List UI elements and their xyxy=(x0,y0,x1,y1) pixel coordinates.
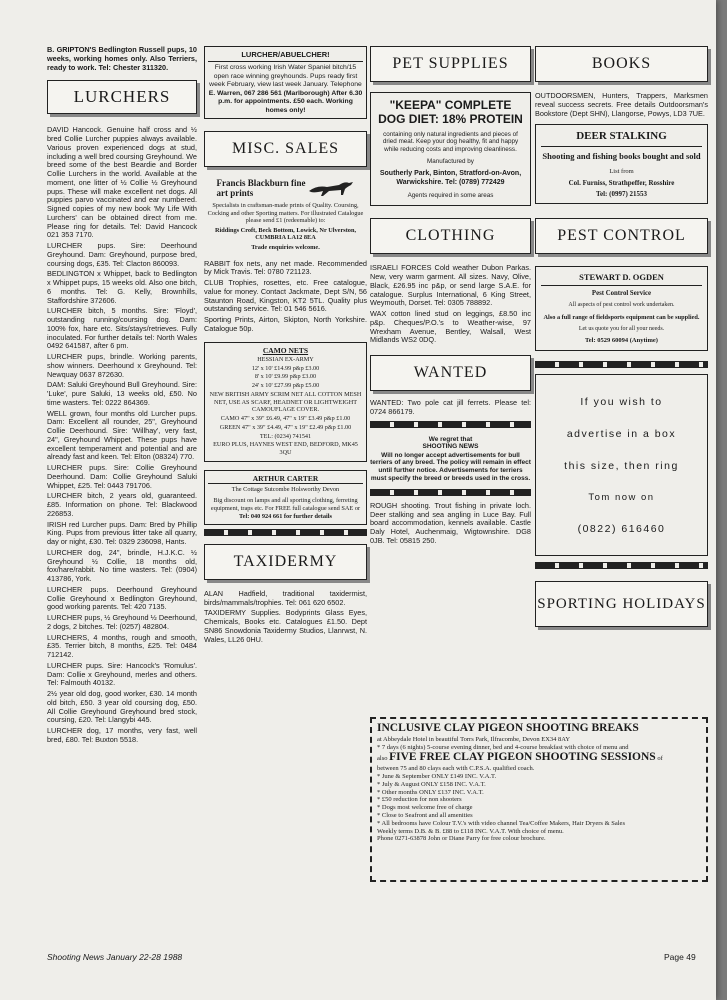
ad-sub: Pest Control Service xyxy=(591,289,652,297)
section-heading-sporting-holidays: SPORTING HOLIDAYS xyxy=(535,581,708,627)
books-ad: OUTDOORSMEN, Hunters, Trappers, Marksmen reveal success secrets. Free details Outdoorsman's Bookstore (Dept SHN), Llangorse, Powys, LD3 7UE. xyxy=(535,91,708,118)
ad-company: Southerly Park, Binton, Stratford-on-Avon, Warwickshire. Tel: (0789) 772429 xyxy=(379,170,522,186)
classified-ad: WAX cotton lined stud on leggings, £8.50 inc p&p. Cheques/P.O.'s to Weather-wise, 97 Wrexham Avenue, Bentley, Walsall, West Midlands WS2 0DQ. xyxy=(370,309,531,345)
classified-ad: LURCHER bitch, 2 years old, guaranteed. £85. Information on phone. Tel: Blackwood 226853. xyxy=(47,491,197,518)
classified-ad: LURCHER pups. Sire: Deerhound Greyhound. Dam: Greyhound, purpose bred, coursing dogs, £35. Tel: Clacton 860093. xyxy=(47,241,197,268)
ad-body: First cross working Irish Water Spaniel bitch/15 open race winning greyhounds. Pups ready first week February, view last week January. Telephone xyxy=(209,64,362,89)
clay-item: between 75 and 80 clays each with C.P.S.A. qualified coach. xyxy=(377,765,535,773)
ad-line2: Also a full range of fieldsports equipment can be supplied. xyxy=(543,313,700,321)
camo-line: TEL: (0234) 741541 xyxy=(259,432,312,440)
camo-line: EURO PLUS, HAYNES WEST END, BEDFORD, MK45 3QU xyxy=(213,441,358,457)
lurcher-ads-list xyxy=(47,126,197,744)
ad-title: INCLUSIVE CLAY PIGEON SHOOTING BREAKS xyxy=(377,722,639,734)
ad-line: at Abbeydale Hotel in beautiful Torrs Park, Ilfracombe, Devon EX34 8AY xyxy=(377,735,571,743)
ad-name: Col. Furniss, Strathpeffer, Rosshire xyxy=(568,178,675,187)
divider-strip xyxy=(535,562,708,569)
advert-line: (0822) 616460 xyxy=(577,523,666,536)
clay-item: Weekly terms D.B. & B. £88 to £118 INC. V.A.T. With choice of menu. xyxy=(377,827,564,835)
ad-sub: Shooting and fishing books bought and sold xyxy=(542,151,701,161)
section-heading-taxidermy: TAXIDERMY xyxy=(204,544,367,580)
ad-body: containing only natural ingredients and pieces of dried meat. Keep your dog healthy, fit and happy while reducing costs and improving cleanliness. xyxy=(382,130,519,154)
section-heading-books: BOOKS xyxy=(535,46,708,82)
ad-title: ARTHUR CARTER xyxy=(208,474,363,484)
camo-line: 8' x 10' £9.99 p&p £3.00 xyxy=(254,373,317,381)
classified-ad: WELL grown, four months old Lurcher pups. Dam: Excellent all rounder, 25", Greyhound Collie Deerhound. Sire: 'Willhay', very fast, 24", Greyhound Whippet. These pups have excellent temperament and potential and are already fast and keen. Tel: Elton (08324) 770. xyxy=(47,408,197,462)
ad-address: Riddings Croft, Beck Bottom, Lowick, Nr Ulverston, CUMBRIA LA12 8EA xyxy=(214,226,357,242)
ad-tel: Tel: 040 924 661 for further details xyxy=(239,512,332,520)
clay-item: * £50 reduction for non shooters xyxy=(377,796,462,804)
section-heading-clothing: CLOTHING xyxy=(370,218,531,254)
ad-agents: Agents required in some areas xyxy=(407,191,494,199)
section-heading-misc-sales: MISC. SALES xyxy=(204,131,367,167)
classified-ad: LURCHER pups, brindle. Working parents, show winners. Deerhound x Greyhound. Tel: Newquay 0637 872630. xyxy=(47,352,197,379)
ad-list: List from xyxy=(609,167,634,175)
column-misc xyxy=(204,46,367,646)
column-books xyxy=(535,46,708,627)
blackburn-ad xyxy=(204,177,367,251)
ad-title-2: FIVE FREE CLAY PIGEON SHOOTING SESSIONS xyxy=(389,751,656,764)
ad-line: * 7 days (6 nights) 5-course evening dinner, bed and 4-course breakfast with choice of menu and xyxy=(377,743,629,751)
classified-ad: LURCHER dog, 24", brindle, H.J.K.C. ½ Greyhound ½ Collie, 18 months old, fox/hare/rabbit. No time wasters. Tel: (0904) 413786, York. xyxy=(47,547,197,583)
classified-ad: TAXIDERMY Supplies. Bodyprints Glass Eyes, Chemicals, Books etc. Catalogues £1.50. Dept SN86 Snowdonia Taxidermy Studios, Llanrwst, N. Wales, LL26 0HU. xyxy=(204,608,367,644)
camo-line: GREEN 47" x 39" £4.49, 47" x 19" £2.49 p&p £1.00 xyxy=(219,423,352,431)
classified-ad: LURCHER bitch, 5 months. Sire: 'Floyd', outstanding running/coursing dog. Dam: 100% fox, hare etc. Sits/stays/retrieves. Fully inoculated. For further details tel: North Wales 0492 641587, after 6 pm. xyxy=(47,306,197,351)
camo-nets-ad xyxy=(204,342,367,462)
footer-left: Shooting News January 22-28 1988 xyxy=(47,952,183,962)
ad-title: "KEEPA" COMPLETE DOG DIET: 18% PROTEIN xyxy=(378,98,523,126)
lurcher-abuelcher-ad xyxy=(204,46,367,119)
classified-ad: IRISH red Lurcher pups. Dam: Bred by Phillip King. Pups from previous litter take all quarry, day or night, £30. Tel: 0329 236098, Hants. xyxy=(47,519,197,546)
classified-ad: DAM: Saluki Greyhound Bull Greyhound. Sire: 'Luke', pure Saluki, 13 weeks old, £50. No time wasters. Tel: 0222 864369. xyxy=(47,380,197,407)
clay-item: * All bedrooms have Colour T.V.'s with video channel Tea/Coffee Makers, Hair Dryers & Sales xyxy=(377,819,625,827)
camo-line: 12' x 10' £14.99 p&p £3.00 xyxy=(251,364,320,372)
clay-item: * Close to Seafront and all amenities xyxy=(377,811,473,819)
classified-ad: LURCHER dog, 17 months, very fast, well bred, £80. Tel: Buxton 5518. xyxy=(47,726,197,744)
divider-strip xyxy=(535,361,708,368)
clay-pigeon-breaks-ad xyxy=(370,717,708,882)
section-heading-wanted: WANTED xyxy=(370,355,531,391)
classified-ad: B. GRIPTON'S Bedlington Russell pups, 10 weeks, working homes only. Also Terriers, ready to work. Tel: Chester 311320. xyxy=(47,45,197,72)
wanted-ad: WANTED: Two pole cat jill ferrets. Please tel: 0724 866179. xyxy=(370,398,531,416)
advert-line: advertise in a box xyxy=(566,427,677,440)
ad-tel: Tel: 0529 60094 (Anytime) xyxy=(585,337,658,345)
ad-line xyxy=(377,751,701,765)
ad-contact: E. Warren, 067 286 561 (Marlborough) After 6.30 p.m. for appointments. £50 each. Working homes only! xyxy=(208,89,363,114)
clay-items xyxy=(377,765,701,843)
advertise-here-box xyxy=(535,374,708,556)
clay-item: * Other months ONLY £137 INC. V.A.T. xyxy=(377,788,484,796)
classified-ad: RABBIT fox nets, any net made. Recommended by Mick Travis. Tel: 0780 721123. xyxy=(204,258,367,277)
camo-lines xyxy=(208,356,363,457)
clay-item: * Dogs most welcome free of charge xyxy=(377,804,473,812)
notice-body: Will no longer accept advertisements for bull terriers of any breed. The policy will remain in effect until further notice. Advertisements for terriers must specify the breed or breeds used in the cross. xyxy=(370,451,531,483)
ad-made: Manufactured by xyxy=(427,158,474,166)
classified-ad: LURCHER pups. Sire: Collie Greyhound Deerhound. Dam: Collie Greyhound Saluki Whippet, £25. Tel: 0443 791706. xyxy=(47,463,197,490)
classified-ad: ISRAELI FORCES Cold weather Dubon Parkas. New, very warm garment. All sizes. Navy, Olive, Black, £26.95 inc p&p, or send large S.A.E. for catalogue. Surplus International, 6 King Street, Weymouth, Dorset. Tel: 0305 788892. xyxy=(370,263,531,308)
ad-trade: Trade enquiries welcome. xyxy=(251,244,320,252)
section-heading-pest-control: PEST CONTROL xyxy=(535,218,708,254)
classified-ad: LURCHER pups, ½ Greyhound ½ Deerhound, 2 dogs, 2 bitches. Tel: (0257) 482804. xyxy=(47,613,197,631)
section-heading-pet-supplies: PET SUPPLIES xyxy=(370,46,531,82)
greyhound-icon xyxy=(307,177,355,199)
ad-line3: Let us quote you for all your needs. xyxy=(578,325,665,332)
arthur-carter-ad xyxy=(204,470,367,525)
ad-body: Big discount on lamps and all sporting clothing, ferreting equipment, traps etc. For FREE full catalogue send SAE or xyxy=(210,497,361,513)
ad-title: STEWART D. OGDEN xyxy=(541,272,702,286)
rough-shooting-ad: ROUGH shooting. Trout fishing in private loch. Deer stalking and sea angling in Luce Bay. Full board accommodation, kennels available. Castle Daly Hotel, Auchenmaig, Wigtownshire. DG8 0JB. Tel: 05815 250. xyxy=(370,500,531,545)
ad-title: LURCHER/ABUELCHER! xyxy=(208,50,363,62)
stewart-ogden-ad xyxy=(535,266,708,351)
classified-ad: LURCHERS, 4 months, rough and smooth, £35. Terrier bitch, 8 months, £25. Tel: 0484 712142. xyxy=(47,632,197,659)
clay-item: * July & August ONLY £158 INC. V.A.T. xyxy=(377,780,486,788)
advert-line: Tom now on xyxy=(588,491,655,503)
divider-strip xyxy=(370,489,531,496)
clay-item: Phone 0271-63878 John or Diane Parry for free colour brochure. xyxy=(377,835,546,843)
classified-ad: DAVID Hancock. Genuine half cross and ½ bred Collie Lurcher puppies always available. Various proven experienced dogs at stud, including a well bred coursing Greyhound. We breed some of the best Beardie and Border Collie Lurchers in the world. Available at the moment, one litter of ½ Collie ½ Greyhound pups. These will make excellent net dogs. All puppies parvo vaccinated and ear numbered. Signed copies of my new book 'My Life With Lurchers' can be obtained direct from me. Please ring for details. Tel: David Hancock 021 353 7170. xyxy=(47,125,197,240)
footer-right: Page 49 xyxy=(664,952,696,962)
clay-item: * June & September ONLY £149 INC. V.A.T. xyxy=(377,772,497,780)
taxidermy-ads-list xyxy=(204,590,367,645)
ad-name: Francis Blackburn fine art prints xyxy=(216,178,306,199)
ad-title: CAMO NETS xyxy=(262,345,309,355)
camo-line: 24' x 10' £27.99 p&p £5.00 xyxy=(251,382,320,390)
classified-ad: 2½ year old dog, good worker, £30. 14 month old bitch, £50. 3 year old coursing dog, £50. All Collie Greyhound Greyhound bred stock, coursing, £20. Tel: Llangybi 445. xyxy=(47,689,197,725)
divider-strip xyxy=(370,421,531,428)
classified-ad: CLUB Trophies, rosettes, etc. Free catalogue, value for money. Contact Jackmate, Dept S/N, 56 Staunton Road, Kingston, KT2 5TL. Quality plus outstanding service. Tel: 01 546 5616. xyxy=(204,278,367,314)
ad-tel: Tel: (0997) 21553 xyxy=(595,189,648,198)
classified-ad: ALAN Hadfield, traditional taxidermist, birds/mammals/trophies. Tel: 061 620 6502. xyxy=(204,588,367,607)
ad-body: Specialists in craftsman-made prints of Quality. Coursing, Cocking and other Sporting matters. For illustrated Catalogue please send £1 (redeemable) to: xyxy=(207,202,364,225)
divider-strip xyxy=(204,529,367,536)
ad-also: also xyxy=(377,755,388,763)
clothing-ads-list xyxy=(370,264,531,345)
column-pet xyxy=(370,46,531,548)
classified-ad: BEDLINGTON x Whippet, back to Bedlington x Whippet pups, 15 weeks old. Also one bitch, 6 months. Tel: G. Kelly, Brownhills, Staffordshire 372606. xyxy=(47,269,197,305)
ad-title: DEER STALKING xyxy=(541,130,702,147)
camo-line: CAMO 47" x 39" £6.49, 47" x 19" £3.49 p&p £1.00 xyxy=(220,415,351,423)
advert-line: this size, then ring xyxy=(564,459,679,472)
shooting-news-notice xyxy=(370,436,531,483)
misc-ads-list xyxy=(204,260,367,334)
camo-line: HESSIAN EX-ARMY xyxy=(257,355,314,363)
column-lurchers xyxy=(47,46,197,747)
classified-ad: LURCHER pups. Deerhound Greyhound Collie Greyhound x Bedlington Greyhound, good working parents. Tel: 420 7135. xyxy=(47,584,197,612)
classified-ad: LURCHER pups. Sire: Hancock's 'Romulus'. Dam: Collie x Greyhound, merles and others. Tel: Falmouth 40132. xyxy=(47,660,197,688)
keepa-ad xyxy=(370,92,531,206)
advert-line: If you wish to xyxy=(580,395,663,408)
ad-address: The Cottage Sutcombe Holsworthy Devon xyxy=(231,486,340,494)
camo-line: NEW BRITISH ARMY SCRIM NET ALL COTTON MESH NET, USE AS SCARF, HEADNET OR LIGHTWEIGHT CAMOUFLAGE COVER. xyxy=(209,390,362,414)
section-heading-lurchers: LURCHERS xyxy=(47,80,197,114)
ad-line1: All aspects of pest control work undertaken. xyxy=(568,302,675,309)
deer-stalking-ad xyxy=(535,124,708,204)
ad-of: of xyxy=(657,755,663,763)
notice-title: We regret that SHOOTING NEWS xyxy=(422,435,479,450)
classified-ad: Sporting Prints, Airton, Skipton, North Yorkshire. Catalogue 50p. xyxy=(204,315,367,333)
